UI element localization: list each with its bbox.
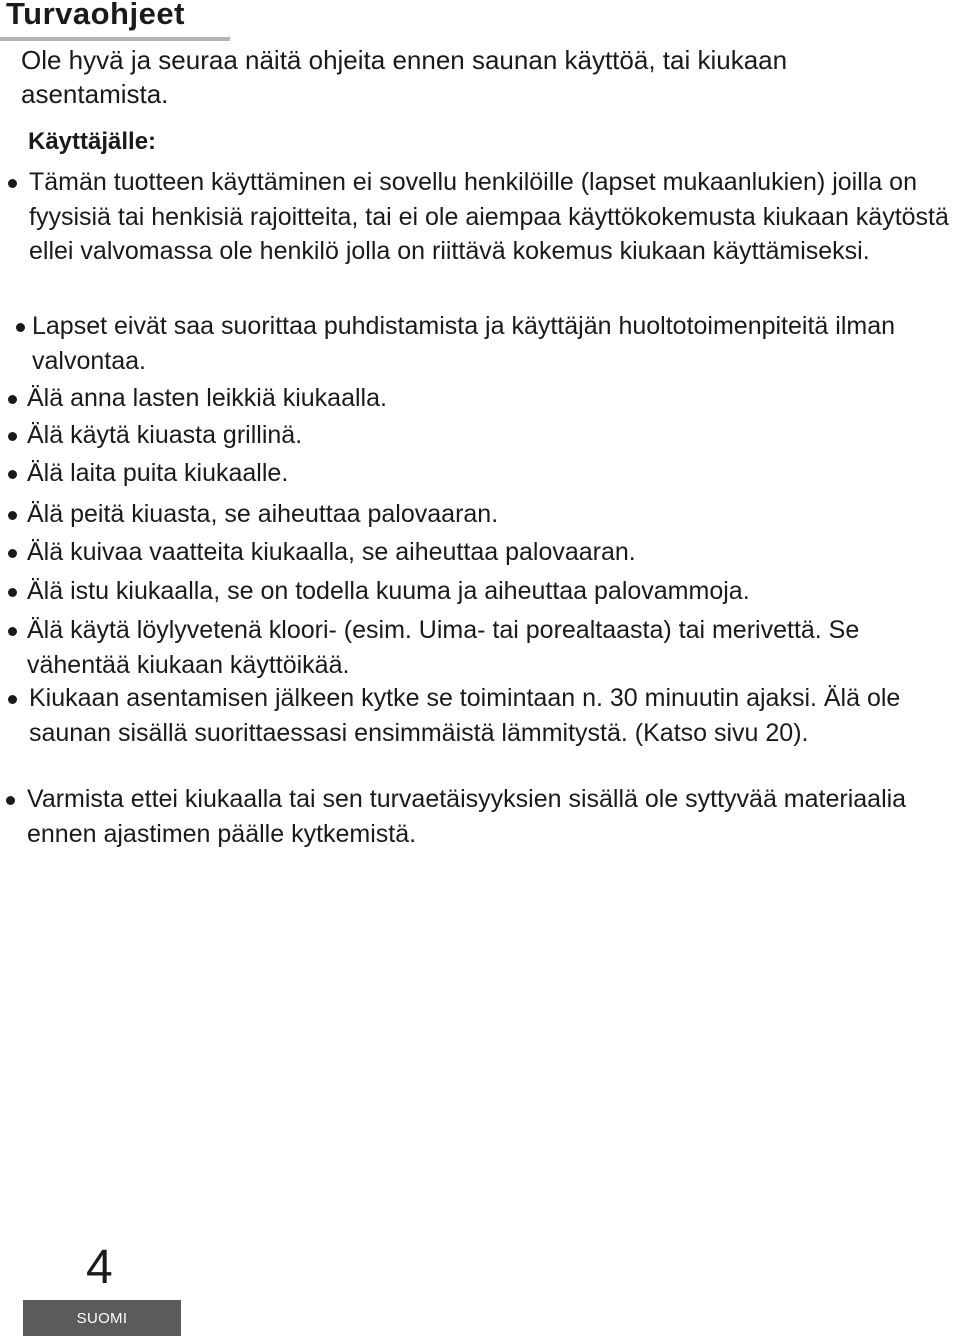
intro-text: Ole hyvä ja seuraa näitä ohjeita ennen saunan käyttöä, tai kiukaan asentamista. (21, 45, 788, 109)
bullet-icon (8, 179, 17, 188)
bullet-icon (8, 511, 17, 520)
bullet-icon (8, 470, 17, 479)
section-heading-user: Käyttäjälle: (28, 128, 157, 155)
bullet-icon (8, 395, 17, 404)
bullet-icon (8, 695, 17, 704)
page-title: Turvaohjeet (6, 0, 185, 31)
bullet-icon (16, 323, 25, 332)
list-item-text: Kiukaan asentamisen jälkeen kytke se toimintaan n. 30 minuutin ajaksi. Älä ole saunan sisällä suorittaessasi ensimmäistä lämmitystä. (Katso sivu 20). (29, 684, 901, 747)
page-number: 4 (86, 1241, 113, 1294)
list-item-text: Tämän tuotteen käyttäminen ei sovellu henkilöille (lapset mukaanlukien) joilla on fyysisiä tai henkisiä rajoitteita, tai ei ole aiempaa käyttökokemusta kiukaan käytöstä ellei valvomassa ole henkilö jolla on riittävä kokemus kiukaan käyttämiseksi. (29, 168, 949, 265)
bullet-icon (8, 627, 17, 636)
list-item-text: Älä istu kiukaalla, se on todella kuuma ja aiheuttaa palovammoja. (27, 577, 750, 605)
list-item-text: Älä kuivaa vaatteita kiukaalla, se aiheuttaa palovaaran. (27, 538, 636, 566)
list-item-text: Älä laita puita kiukaalle. (27, 459, 289, 487)
list-item-text: Älä peitä kiuasta, se aiheuttaa palovaaran. (27, 500, 499, 528)
list-item-text: Älä käytä kiuasta grillinä. (27, 421, 303, 449)
bullet-icon (8, 549, 17, 558)
bullet-icon (6, 796, 15, 805)
list-item-text: Älä käytä löylyvetenä kloori- (esim. Uima- tai porealtaasta) tai merivettä. Se vähentää kiukaan käyttöikää. (27, 616, 860, 679)
bullet-icon (8, 432, 17, 441)
title-underline (0, 37, 230, 41)
bullet-icon (8, 588, 17, 597)
list-item-text: Älä anna lasten leikkiä kiukaalla. (27, 384, 387, 412)
list-item-text: Varmista ettei kiukaalla tai sen turvaetäisyyksien sisällä ole syttyvää materiaalia ennen ajastimen päälle kytkemistä. (27, 785, 907, 848)
language-label: SUOMI (23, 1300, 181, 1336)
list-item-text: Lapset eivät saa suorittaa puhdistamista ja käyttäjän huoltotoimenpiteitä ilman valvontaa. (32, 312, 896, 375)
